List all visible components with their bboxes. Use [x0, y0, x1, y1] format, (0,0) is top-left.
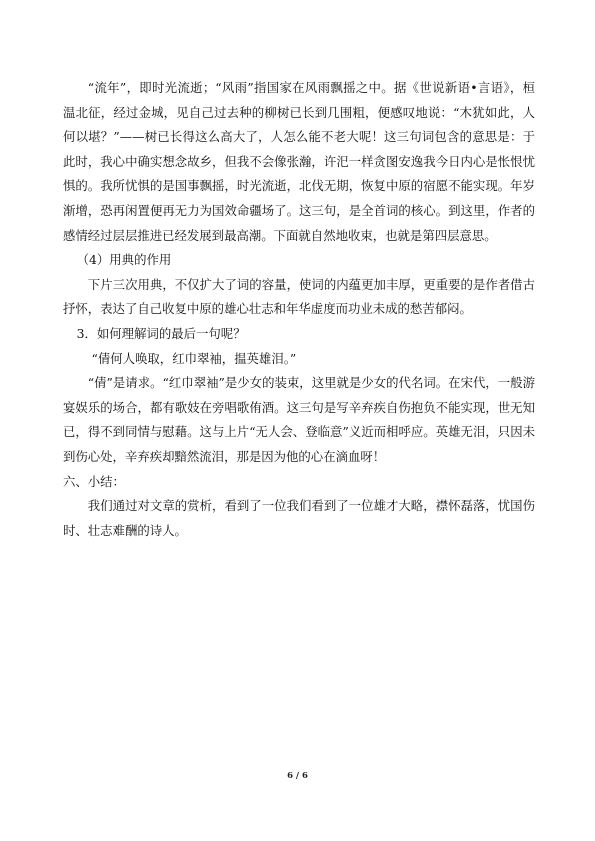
quoted-lines: “倩何人唤取，红巾翠袖，揾英雄泪。” [91, 350, 297, 366]
document-body [63, 76, 535, 543]
question-heading: 3．如何理解词的最后一句呢？ [76, 325, 246, 341]
page-number: 6 / 6 [287, 771, 308, 781]
paragraph-summary: 我们通过对文章的赏析，看到了一位我们看到了一位雄才大略，襟怀磊落，忧国伤时、壮志难酬的诗人。 [63, 498, 535, 538]
paragraph-last-lines-explanation: “倩”是请求。“红巾翠袖”是少女的装束，这里就是少女的代名词。在宋代，一般游宴娱乐的场合，都有歌妓在旁唱歌侑酒。这三句是写辛弃疾自伤抱负不能实现，世无知已，得不到同情与慰藉。这与上片“无人会、登临意”义近而相呼应。英雄无泪，只因未到伤心处，辛弃疾却黯然流泪，那是因为他的心在滴血呀！ [63, 375, 535, 464]
paragraph-allusion-effect: 下片三次用典，不仅扩大了词的容量，使词的内蕴更加丰厚，更重要的是作者借古抒怀，表达了自己收复中原的雄心壮志和年华虚度而功业未成的愁苦郁闷。 [63, 276, 535, 317]
section-heading-allusion: （4）用典的作用 [76, 252, 172, 268]
paragraph-liunian-fengyu: “流年”，即时光流逝；“风雨”指国家在风雨飘摇之中。据《世说新语•言语》，桓温北征，经过金城，见自己过去种的柳树已长到几围粗，便感叹地说：“木犹如此，人何以堪？”——树已长得这么高大了，人怎么能不老大呢！这三句词包含的意思是：于此时，我心中确实想念故乡，但我不会像张瀚，许汜一样贪图安逸我今日内心是怅恨忧惧的。我所忧惧的是国事飘摇，时光流逝，北伐无期，恢复中原的宿愿不能实现。年岁渐增，恐再闲置便再无力为国效命疆场了。这三句，是全首词的核心。到这里，作者的感情经过层层推进已经发展到最高潮。下面就自然地收束，也就是第四层意思。 [63, 80, 535, 243]
summary-heading: 六、小结： [63, 473, 125, 489]
